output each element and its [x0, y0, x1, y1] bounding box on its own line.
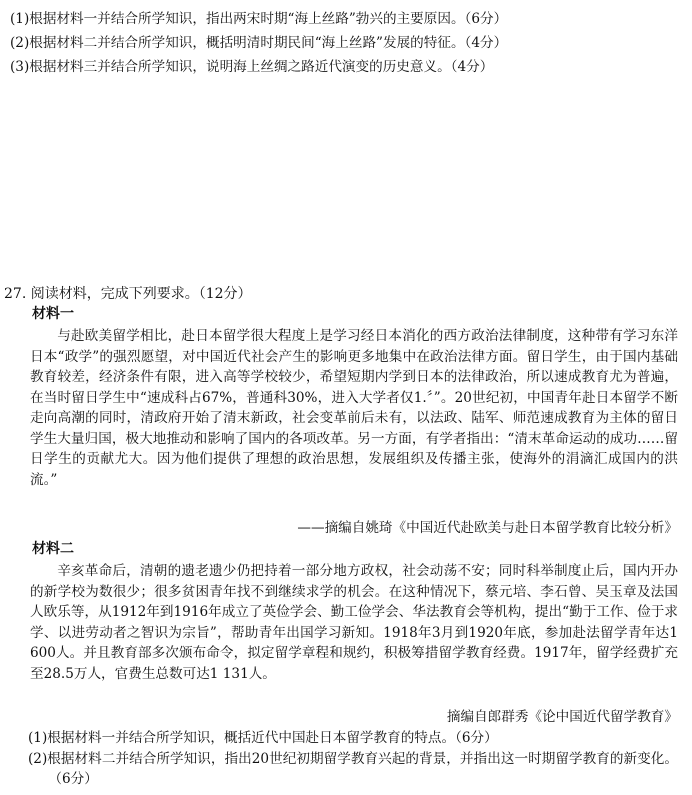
material2-title: 材料二 [32, 541, 74, 557]
q27-question-1: (1)根据材料一并结合所学知识，概括近代中国赴日本留学教育的特点。（6分） [28, 730, 498, 746]
q27-questions [28, 728, 678, 790]
material2-source: 摘编自郎群秀《论中国近代留学教育》 [446, 709, 678, 725]
material1-title: 材料一 [32, 306, 74, 322]
material2-body [30, 561, 678, 684]
q27-header: 27. 阅读材料，完成下列要求。（12分） [4, 286, 252, 302]
question-1: (1)根据材料一并结合所学知识，指出两宋时期“海上丝路”勃兴的主要原因。（6分） [10, 11, 508, 27]
material2-text: 辛亥革命后，清朝的遗老遗少仍把持着一部分地方政权，社会动荡不安；同时科举制度止后，国内开办的新学校为数很少；很多贫困青年找不到继续求学的机会。在这种情况下，蔡元培、李石曾、吴玉章及法国人欧乐等，从1912年到1916年成立了英俭学会、勤工俭学会、华法教育会等机构，提出“勤于工作、俭于求学、以进劳动者之智识为宗旨”，帮助青年出国学习新知。1918年3月到1920年底，参加赴法留学青年达1 600人。并且教育部多次颁布命令，拟定留学章程和规约，积极筹措留学教育经费。1917年，留学经费扩充至28.5万人，官费生总数可达1 131人。 [30, 563, 678, 682]
material1-text: 与赴欧美留学相比，赴日本留学很大程度上是学习经日本消化的西方政治法律制度，这种带有学习东洋日本“政学”的强烈愿望，对中国近代社会产生的影响更多地集中在政治法律方面。留日学生，由于国内基础教育较差，经济条件有限，进入高等学校较少，希望短期内学到日本的法律政治，所以速成教育尤为普遍，在当时留日学生中“速成科占67%，普通科30%，进入大学者仅1.〞”。20世纪初，中国青年赴日本留学不断走向高潮的同时，清政府开始了清末新政，社会变革前后未有，以法政、陆军、师范速成教育为主体的留日学生大量归国，极大地推动和影响了国内的各项改革。另一方面，有学者指出：“清末革命运动的成功……留日学生的贡献尤大。因为他们提供了理想的政治思想，发展组织及传播主张，使海外的涓滴汇成国内的洪流。” [30, 328, 678, 488]
question-2: (2)根据材料二并结合所学知识，概括明清时期民间“海上丝路”发展的特征。（4分） [10, 35, 508, 51]
question-3: (3)根据材料三并结合所学知识，说明海上丝绸之路近代演变的历史意义。（4分） [10, 59, 494, 75]
material1-source: ——摘编自姚琦《中国近代赴欧美与赴日本留学教育比较分析》 [297, 520, 678, 536]
material1-body [30, 326, 678, 490]
q27-question-2: (2)根据材料二并结合所学知识，指出20世纪初期留学教育兴起的背景，并指出这一时期留学教育的新变化。（6分） [28, 750, 678, 787]
